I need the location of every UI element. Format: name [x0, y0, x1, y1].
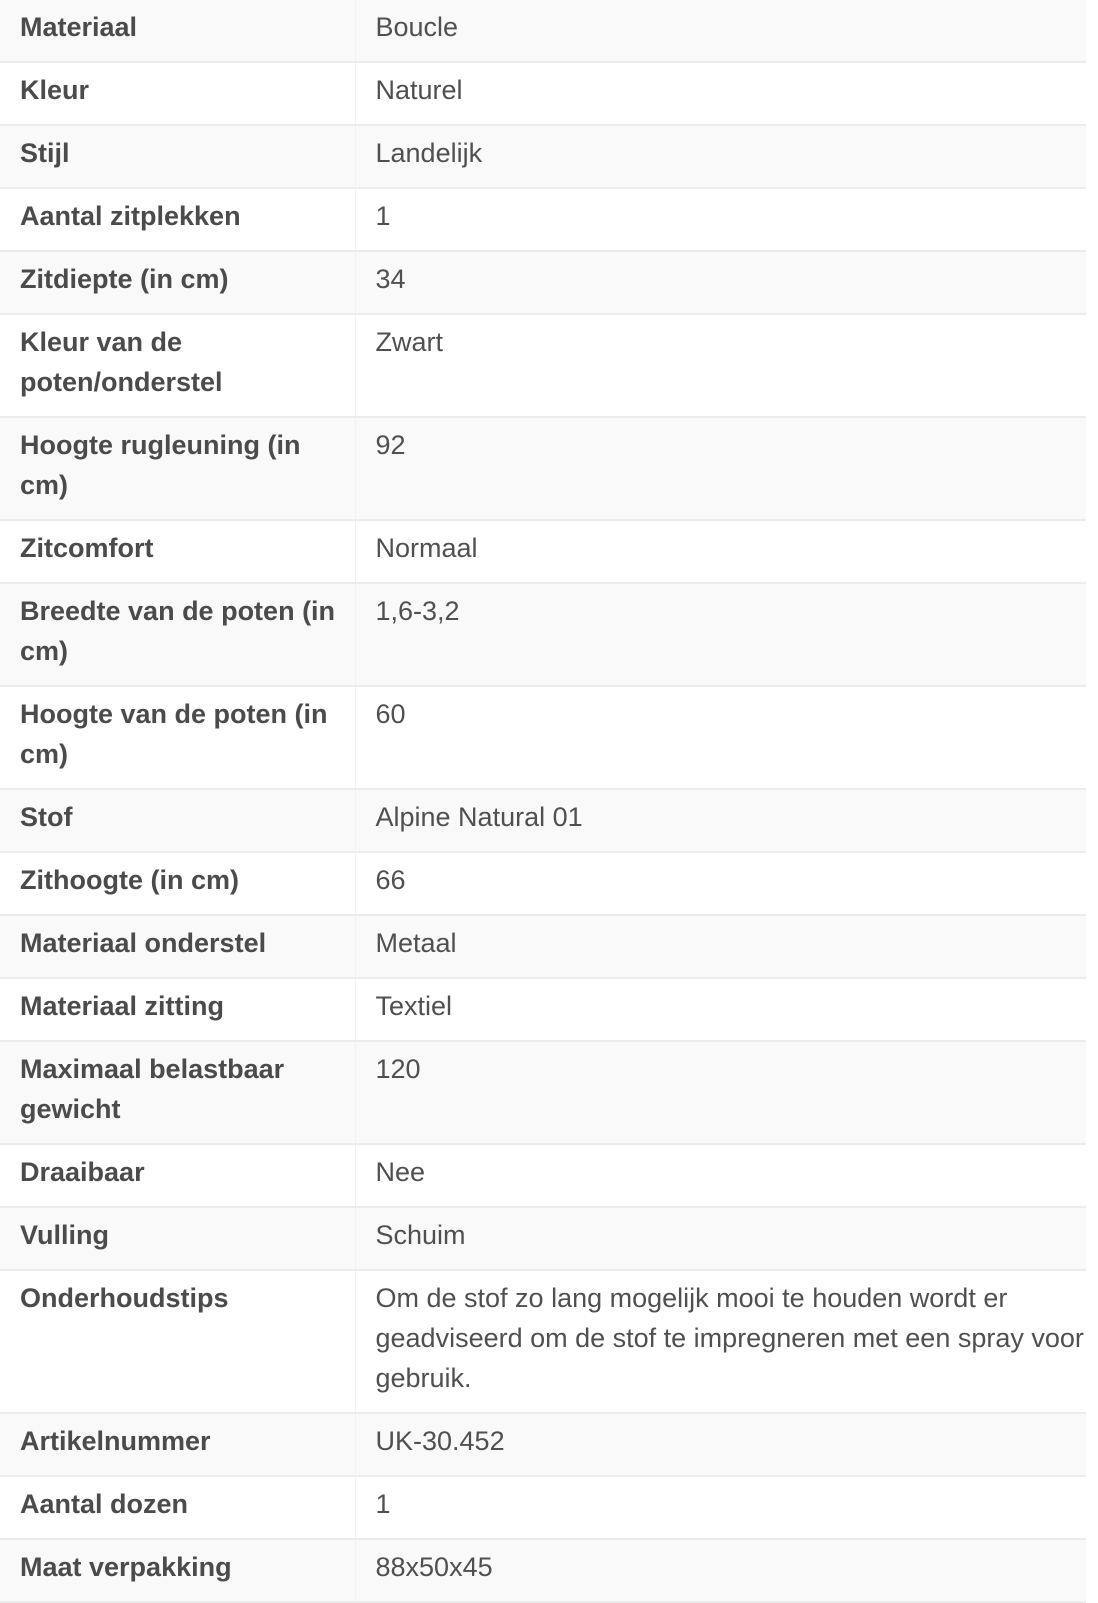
spec-label: Materiaal — [0, 0, 355, 62]
spec-row-breedte-poten — [0, 583, 1086, 686]
spec-value: Schuim — [355, 1207, 1086, 1270]
spec-value: Alpine Natural 01 — [355, 789, 1086, 852]
spec-label: Aantal zitplekken — [0, 188, 355, 251]
spec-row-aantal-dozen — [0, 1476, 1086, 1539]
spec-row-hoogte-poten — [0, 686, 1086, 789]
spec-value: 1,6-3,2 — [355, 583, 1086, 686]
spec-value: Boucle — [355, 0, 1086, 62]
spec-row-aantal-zitplekken — [0, 188, 1086, 251]
spec-label: Stof — [0, 789, 355, 852]
spec-row-hoogte-rugleuning — [0, 417, 1086, 520]
spec-row-materiaal-zitting — [0, 978, 1086, 1041]
spec-label: Onderhoudstips — [0, 1270, 355, 1413]
spec-value: Normaal — [355, 520, 1086, 583]
spec-row-onderhoudstips — [0, 1270, 1086, 1413]
spec-value: 88x50x45 — [355, 1539, 1086, 1602]
spec-value: Textiel — [355, 978, 1086, 1041]
spec-row-artikelnummer — [0, 1413, 1086, 1476]
spec-label: Aantal dozen — [0, 1476, 355, 1539]
spec-label: Materiaal zitting — [0, 978, 355, 1041]
spec-row-stof — [0, 789, 1086, 852]
spec-value: Nee — [355, 1144, 1086, 1207]
spec-value: Naturel — [355, 62, 1086, 125]
spec-label: Draaibaar — [0, 1144, 355, 1207]
spec-row-maximaal-gewicht — [0, 1041, 1086, 1144]
spec-label: Hoogte rugleuning (in cm) — [0, 417, 355, 520]
spec-value: Zwart — [355, 314, 1086, 417]
spec-value: 34 — [355, 251, 1086, 314]
spec-row-draaibaar — [0, 1144, 1086, 1207]
spec-value: 92 — [355, 417, 1086, 520]
spec-value: 120 — [355, 1041, 1086, 1144]
spec-row-zitcomfort — [0, 520, 1086, 583]
spec-label: Kleur — [0, 62, 355, 125]
spec-label: Zitcomfort — [0, 520, 355, 583]
spec-label: Materiaal onderstel — [0, 915, 355, 978]
spec-value: Metaal — [355, 915, 1086, 978]
spec-row-materiaal-onderstel — [0, 915, 1086, 978]
spec-label: Hoogte van de poten (in cm) — [0, 686, 355, 789]
spec-label: Zithoogte (in cm) — [0, 852, 355, 915]
spec-label: Maximaal belastbaar gewicht — [0, 1041, 355, 1144]
spec-row-zithoogte — [0, 852, 1086, 915]
spec-value: Om de stof zo lang mogelijk mooi te houden wordt er geadviseerd om de stof te impregneren met een spray voor gebruik. — [355, 1270, 1086, 1413]
spec-label: Zitdiepte (in cm) — [0, 251, 355, 314]
spec-value: UK-30.452 — [355, 1413, 1086, 1476]
spec-value: 1 — [355, 188, 1086, 251]
spec-row-vulling — [0, 1207, 1086, 1270]
spec-row-maat-verpakking — [0, 1539, 1086, 1602]
spec-label: Maat verpakking — [0, 1539, 355, 1602]
spec-row-stijl — [0, 125, 1086, 188]
spec-row-zitdiepte — [0, 251, 1086, 314]
spec-label: Artikelnummer — [0, 1413, 355, 1476]
spec-row-materiaal — [0, 0, 1086, 62]
spec-label: Kleur van de poten/onderstel — [0, 314, 355, 417]
spec-label: Vulling — [0, 1207, 355, 1270]
spec-value: Landelijk — [355, 125, 1086, 188]
spec-value: 60 — [355, 686, 1086, 789]
spec-value: 1 — [355, 1476, 1086, 1539]
spec-row-kleur — [0, 62, 1086, 125]
spec-row-kleur-poten — [0, 314, 1086, 417]
spec-label: Breedte van de poten (in cm) — [0, 583, 355, 686]
spec-value: 66 — [355, 852, 1086, 915]
spec-label: Stijl — [0, 125, 355, 188]
